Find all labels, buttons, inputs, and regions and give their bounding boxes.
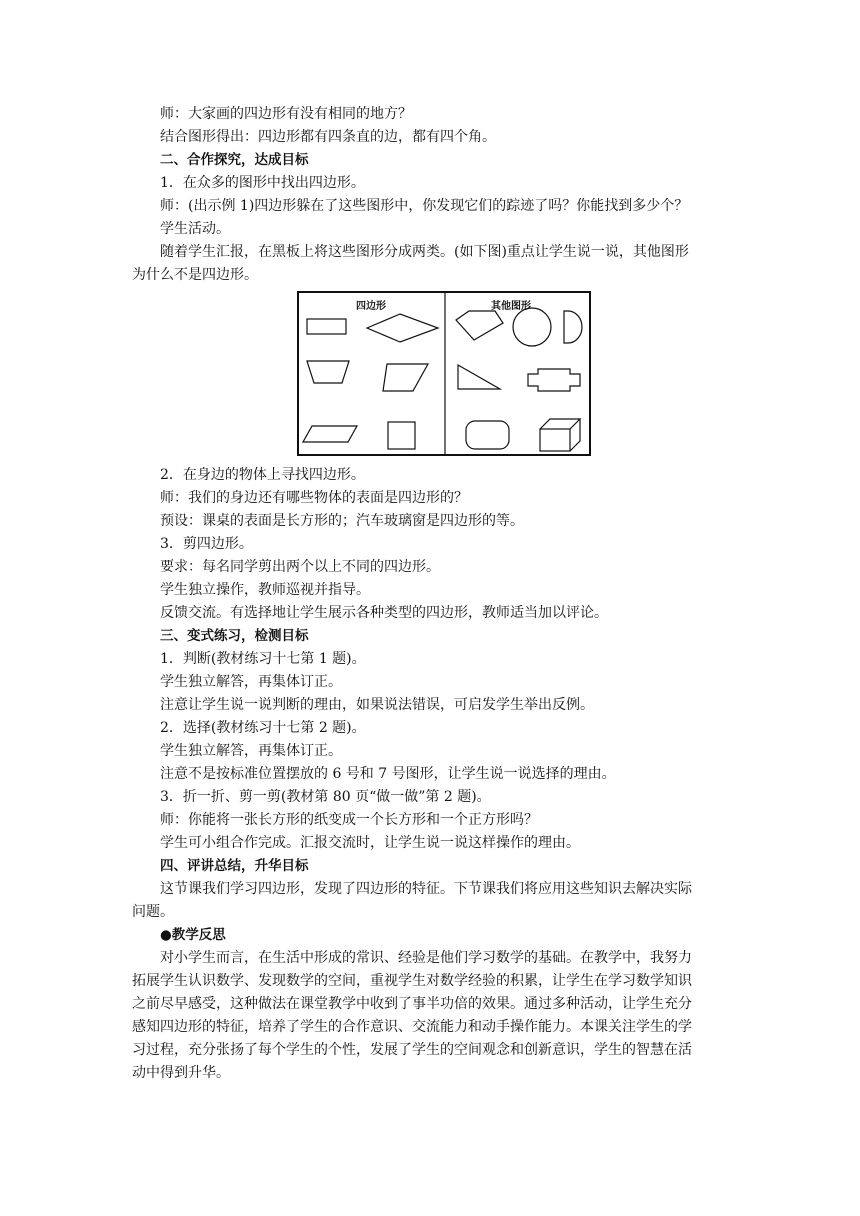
paragraph-line: 师：你能将一张长方形的纸变成一个长方形和一个正方形吗？ (160, 812, 538, 828)
paragraph-line: 1．判断(教材练习十七第 1 题)。 (160, 651, 366, 667)
section-heading: 三、变式练习，检测目标 (160, 628, 309, 644)
quadrilateral-shape (383, 364, 428, 391)
paragraph-line: 学生独立解答，再集体订正。 (160, 743, 342, 759)
rhombus-shape (367, 314, 438, 342)
paragraph-line: 这节课我们学习四边形，发现了四边形的特征。下节课我们将应用这些知识去解决实际 (160, 881, 692, 897)
paragraph-line: 注意让学生说一说判断的理由，如果说法错误，可启发学生举出反例。 (160, 697, 594, 713)
paragraph-line: 反馈交流。有选择地让学生展示各种类型的四边形，教师适当加以评论。 (160, 605, 608, 621)
triangle-shape (458, 365, 500, 389)
paragraph-line: 结合图形得出：四边形都有四条直的边，都有四个角。 (160, 129, 496, 145)
paragraph-line: 学生独立操作，教师巡视并指导。 (160, 582, 370, 598)
paragraph-line: 3．折一折、剪一剪(教材第 80 页“做一做”第 2 题)。 (160, 789, 491, 805)
paragraph-line: 学生独立解答，再集体订正。 (160, 674, 342, 690)
rounded-rectangle-shape (466, 421, 509, 449)
paragraph-line: 1．在众多的图形中找出四边形。 (160, 175, 365, 191)
circle-shape (513, 308, 551, 346)
cube-shape (540, 419, 580, 451)
paragraph-line: 学生活动。 (160, 221, 230, 237)
paragraph-line: 预设：课桌的表面是长方形的；汽车玻璃窗是四边形的等。 (160, 513, 524, 529)
pentagon-shape (456, 311, 503, 340)
other-shapes-column-title: 其他图形 (491, 301, 531, 312)
paragraph-line: 随着学生汇报，在黑板上将这些图形分成两类。(如下图)重点让学生说一说，其他图形 (160, 244, 689, 260)
paragraph-line: 对小学生而言，在生活中形成的常识、经验是他们学习数学的基础。在教学中，我努力 (160, 950, 692, 966)
paragraph-line: 之前尽早感受，这种做法在课堂教学中收到了事半功倍的效果。通过多种活动，让学生充分 (132, 996, 692, 1012)
reflection-heading: ●教学反思 (160, 927, 226, 943)
paragraph-line: 为什么不是四边形。 (132, 267, 258, 283)
cross-shape (528, 369, 580, 391)
paragraph-line: 注意不是按标准位置摆放的 6 号和 7 号图形，让学生说一说选择的理由。 (160, 766, 616, 782)
section-heading: 二、合作探究，达成目标 (160, 152, 309, 168)
paragraph-line: 感知四边形的特征，培养了学生的合作意识、交流能力和动手操作能力。本课关注学生的学 (132, 1019, 692, 1035)
shapes-drawing (299, 293, 589, 454)
paragraph-line: 2．在身边的物体上寻找四边形。 (160, 467, 365, 483)
paragraph-line: 师：我们的身边还有哪些物体的表面是四边形的？ (160, 490, 468, 506)
paragraph-line: 要求：每名同学剪出两个以上不同的四边形。 (160, 559, 440, 575)
paragraph-line: 师：(出示例 1)四边形躲在了这些图形中，你发现它们的踪迹了吗？你能找到多少个？ (160, 198, 689, 214)
quadrilateral-column-title: 四边形 (356, 301, 386, 312)
paragraph-line: 学生可小组合作完成。汇报交流时，让学生说一说这样操作的理由。 (160, 835, 580, 851)
parallelogram-shape (303, 426, 357, 442)
trapezoid-shape (307, 361, 349, 383)
square-shape (388, 422, 415, 449)
section-heading: 四、评讲总结，升华目标 (160, 858, 309, 874)
rectangle-shape (307, 319, 346, 334)
paragraph-line: 习过程，充分张扬了每个学生的个性，发展了学生的空间观念和创新意识，学生的智慧在活 (132, 1042, 692, 1058)
paragraph-line: 拓展学生认识数学、发现数学的空间，重视学生对数学经验的积累，让学生在学习数学知识 (132, 973, 692, 989)
paragraph-line: 3．剪四边形。 (160, 536, 253, 552)
paragraph-line: 师：大家画的四边形有没有相同的地方？ (160, 106, 412, 122)
paragraph-line: 问题。 (132, 904, 174, 920)
paragraph-line: 2．选择(教材练习十七第 2 题)。 (160, 720, 366, 736)
shape-classification-figure (297, 291, 591, 456)
paragraph-line: 动中得到升华。 (132, 1065, 230, 1081)
half-circle-shape (564, 311, 582, 343)
